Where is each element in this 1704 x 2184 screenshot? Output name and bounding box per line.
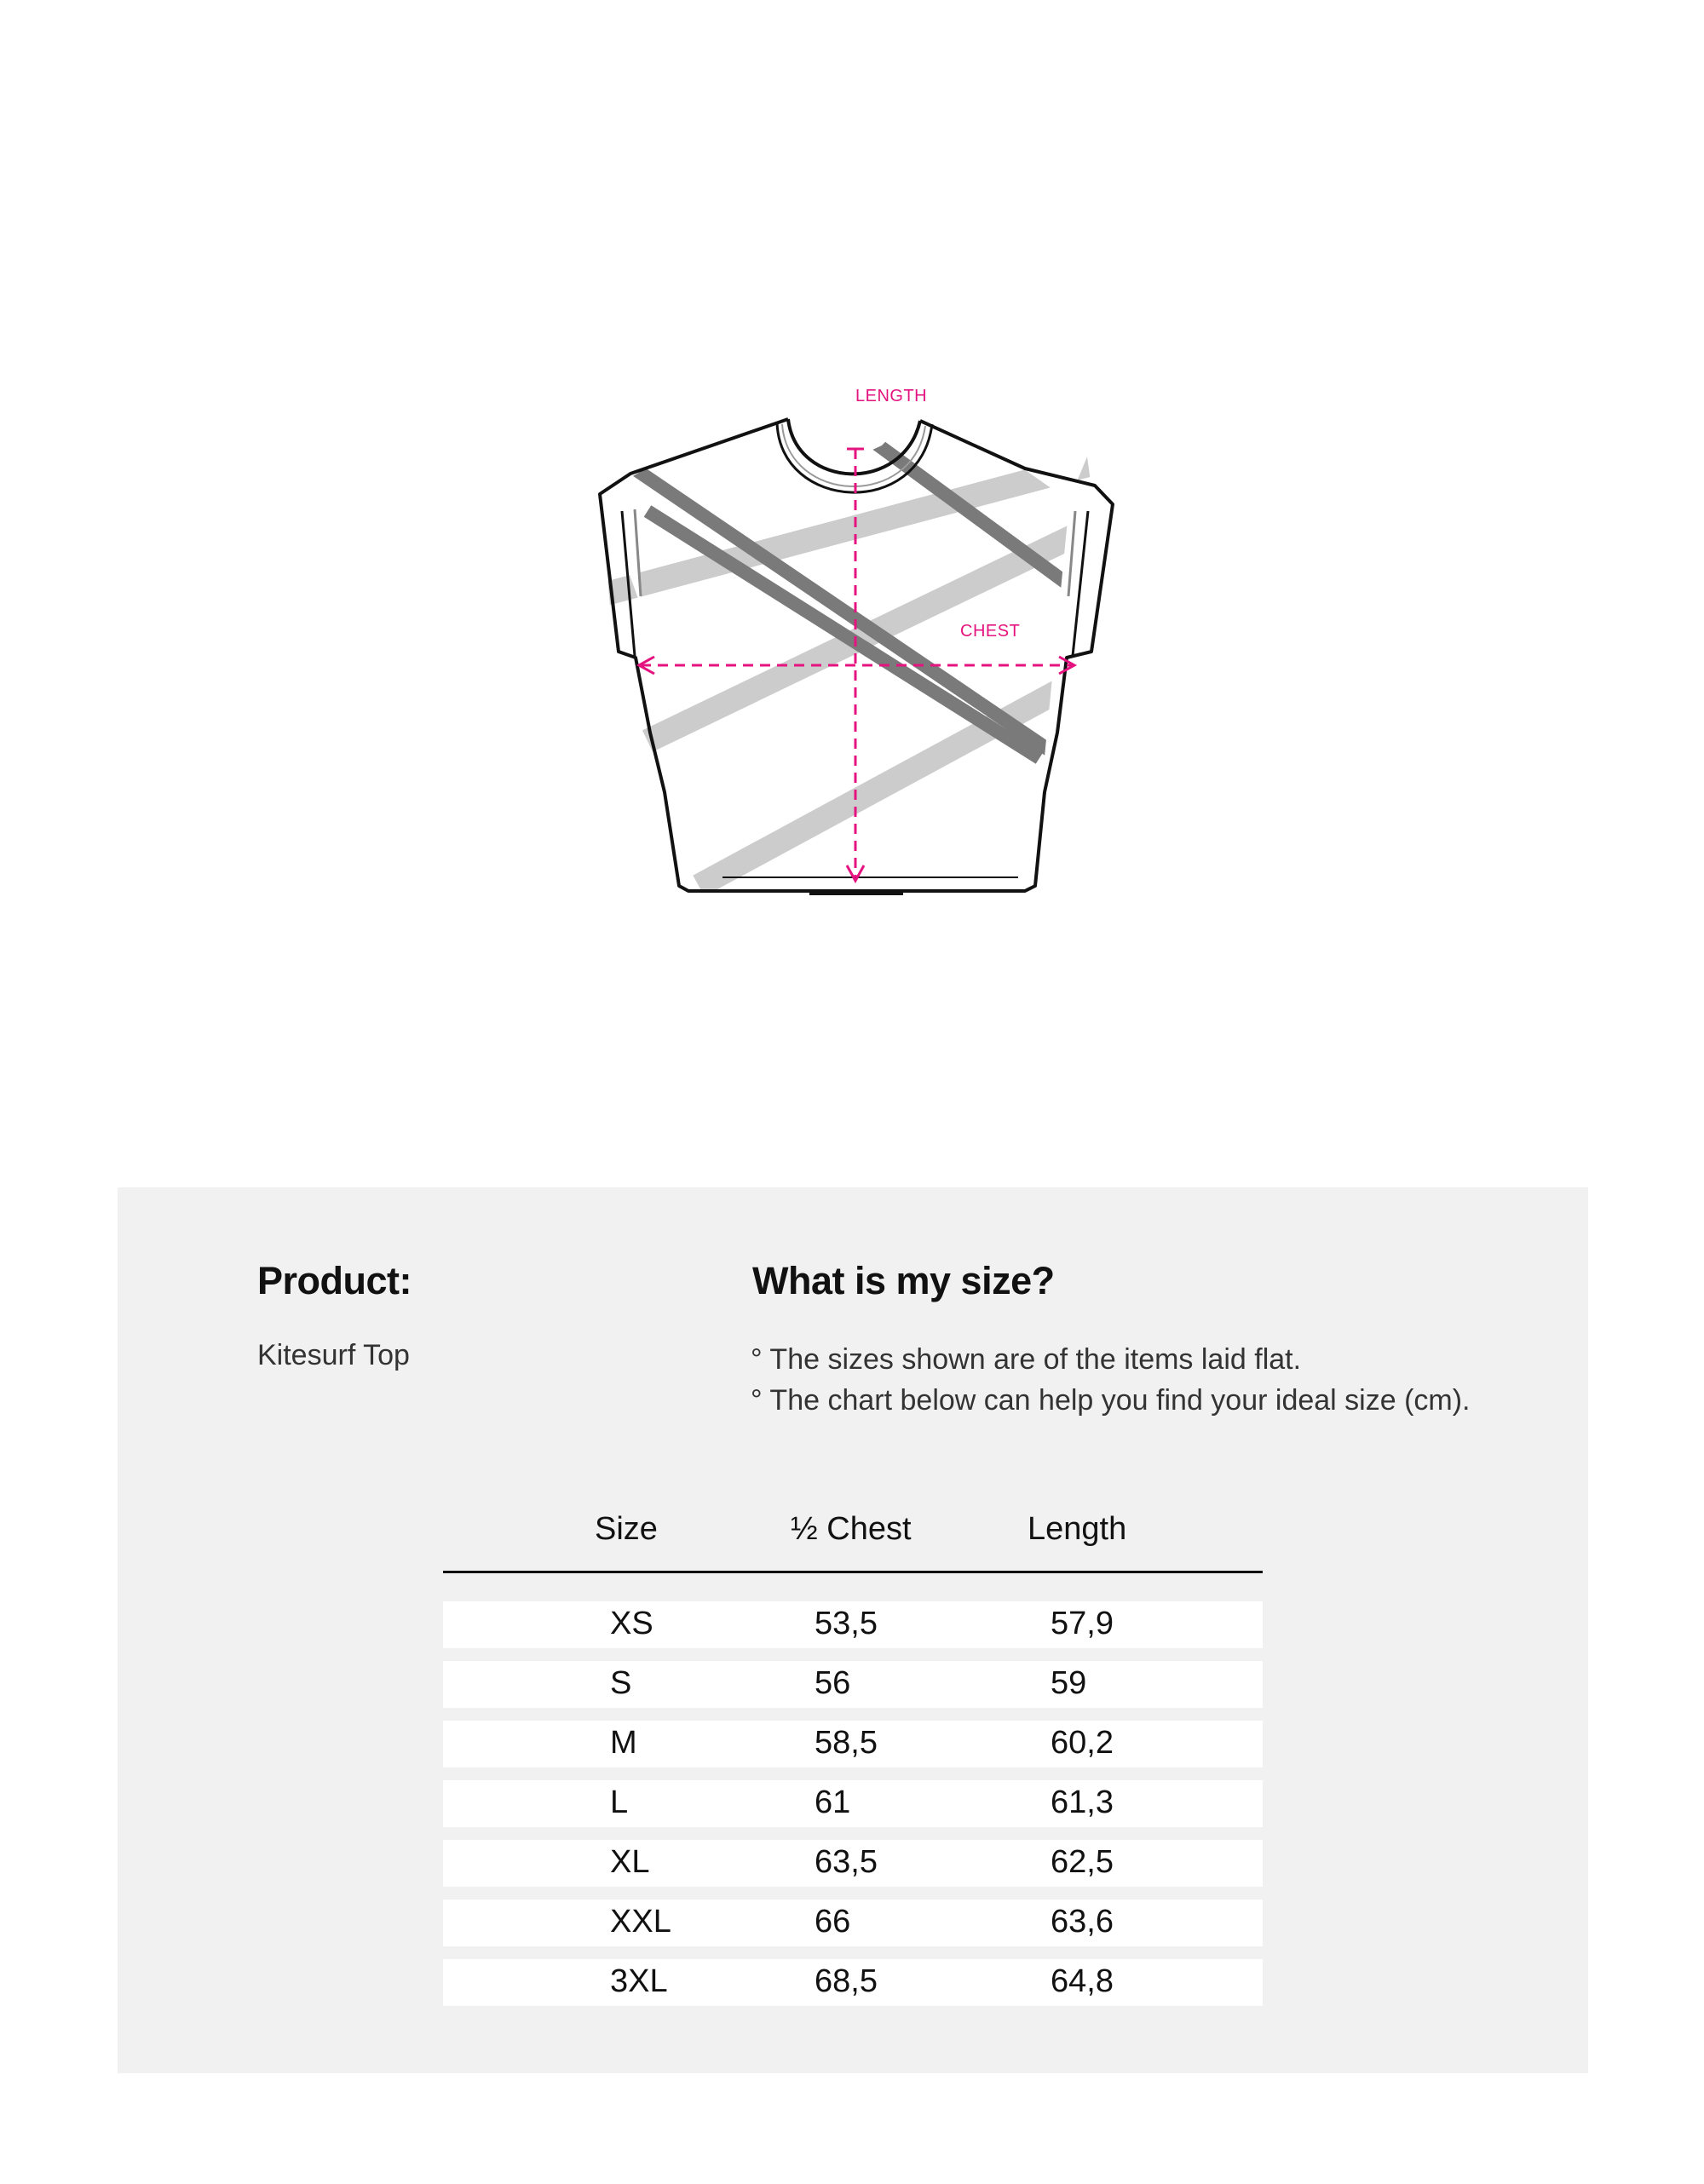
- size-table: [443, 1511, 1263, 1999]
- cell-size: S: [610, 1665, 632, 1701]
- cell-half-chest: 63,5: [815, 1844, 878, 1880]
- size-table-header: [443, 1511, 1263, 1569]
- cell-half-chest: 56: [815, 1665, 851, 1701]
- table-row: [443, 1721, 1263, 1767]
- cell-length: 59: [1051, 1665, 1087, 1701]
- size-notes: [751, 1339, 1471, 1421]
- table-row: [443, 1601, 1263, 1648]
- size-question-heading: What is my size?: [752, 1259, 1055, 1302]
- table-row: [443, 1780, 1263, 1827]
- size-info-panel: [118, 1187, 1588, 2073]
- table-row: [443, 1959, 1263, 2006]
- chest-label: CHEST: [960, 622, 1021, 641]
- cell-size: XS: [610, 1606, 653, 1641]
- header-half-chest: ½ Chest: [791, 1511, 912, 1547]
- cell-size: 3XL: [610, 1963, 668, 1999]
- table-row: [443, 1900, 1263, 1946]
- table-row: [443, 1840, 1263, 1887]
- cell-size: XXL: [610, 1904, 671, 1940]
- cell-length: 57,9: [1051, 1606, 1114, 1641]
- product-heading: Product:: [257, 1259, 412, 1302]
- cell-length: 64,8: [1051, 1963, 1114, 1999]
- cell-half-chest: 68,5: [815, 1963, 878, 1999]
- cell-length: 63,6: [1051, 1904, 1114, 1940]
- cell-size: L: [610, 1785, 629, 1820]
- cell-size: M: [610, 1725, 637, 1761]
- cell-length: 61,3: [1051, 1785, 1114, 1820]
- garment-diagram: [0, 0, 1704, 980]
- table-row: [443, 1661, 1263, 1708]
- cell-half-chest: 66: [815, 1904, 851, 1940]
- product-name: Kitesurf Top: [257, 1339, 410, 1371]
- cell-length: 60,2: [1051, 1725, 1114, 1761]
- cell-half-chest: 58,5: [815, 1725, 878, 1761]
- length-label: LENGTH: [855, 387, 928, 405]
- size-note: ° The sizes shown are of the items laid flat.: [751, 1343, 1302, 1376]
- cell-half-chest: 61: [815, 1785, 851, 1820]
- stripe-pattern: [596, 426, 1108, 886]
- cell-half-chest: 53,5: [815, 1606, 878, 1641]
- size-note: ° The chart below can help you find your ideal size (cm).: [751, 1384, 1471, 1417]
- header-size: Size: [595, 1511, 658, 1547]
- cell-size: XL: [610, 1844, 650, 1880]
- header-length: Length: [1028, 1511, 1127, 1547]
- cell-length: 62,5: [1051, 1844, 1114, 1880]
- header-rule: [443, 1571, 1263, 1573]
